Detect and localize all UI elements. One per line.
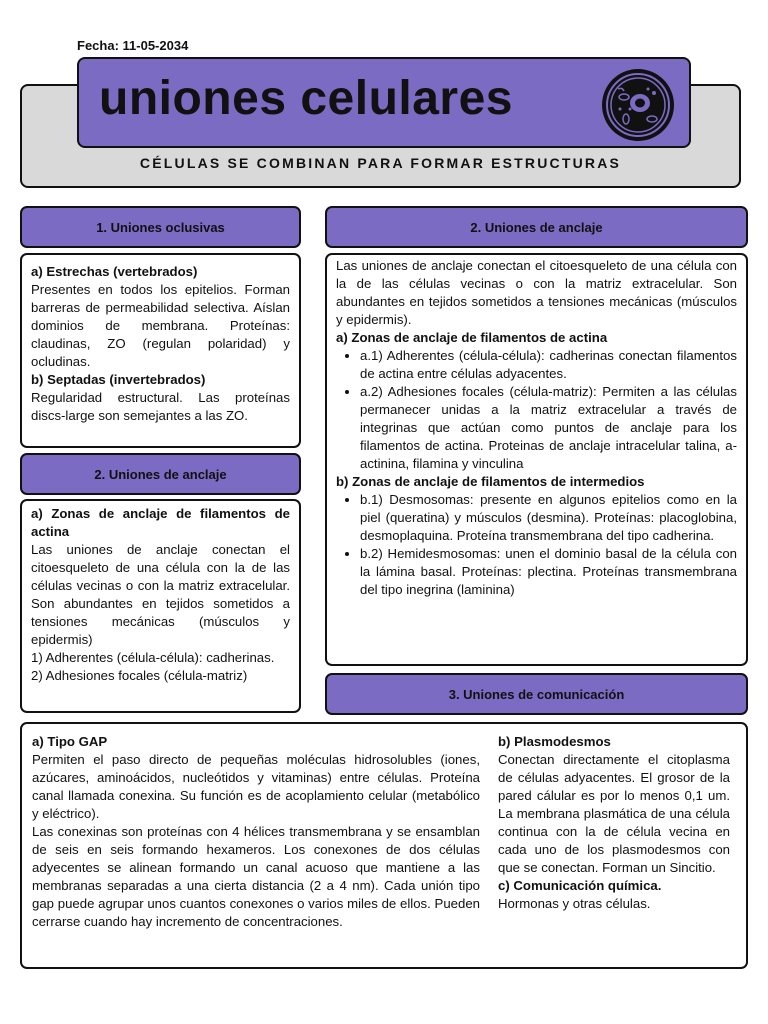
list-item: • b.2) Hemidesmosomas: unen el dominio basal de la célula con la lámina basal. Proteínas: plectina. Proteínas transmembrana del tipo inegrina (laminina) (360, 545, 737, 599)
plasmodesmos-title: b) Plasmodesmos (498, 734, 611, 749)
anclaje-left-item1: 1) Adherentes (célula-célula): cadherinas. (31, 650, 275, 665)
oclusivas-b-title: b) Septadas (invertebrados) (31, 372, 206, 387)
anclaje-left-item2: 2) Adhesiones focales (célula-matriz) (31, 668, 248, 683)
list-item: • a.2) Adhesiones focales (célula-matriz): Permiten a las células permanecer unidas a la matriz extracelular a través de integrinas que actúan como puntos de anclaje para los filamentos de actina. Proteinas de anclaje intracelular talina, a-actinina, filamina y vinculina (360, 383, 737, 473)
oclusivas-box (20, 253, 301, 448)
title-banner (77, 57, 691, 148)
oclusivas-a-title: a) Estrechas (vertebrados) (31, 264, 198, 279)
anclaje-right-box (325, 253, 748, 666)
anclaje-left-header: 2. Uniones de anclaje (20, 453, 301, 495)
anclaje-right-a-title: a) Zonas de anclaje de filamentos de actina (336, 330, 608, 345)
anclaje-right-b-list (336, 491, 737, 599)
comunicacion-header: 3. Uniones de comunicación (325, 673, 748, 715)
gap-paragraph-2: Las conexinas son proteínas con 4 hélices transmembrana y se ensamblan de seis en seis formando hexameros. Los conexones de dos células adyecentes se alinean formando un canal acuoso que mantiene a las membranas separadas a una cierta distancia (2 a 4 nm). Cada unión tipo gap puede agrupar unos cuantos conexones o varios miles de ellos. Pueden cerrarse cuando hay incremento de concentraciones. (32, 824, 480, 929)
anclaje-right-header: 2. Uniones de anclaje (325, 206, 748, 248)
oclusivas-header: 1. Uniones oclusivas (20, 206, 301, 248)
plasmodesmos-text: Conectan directamente el citoplasma de células adyacentes. El grosor de la pared cálular es por lo menos 0,1 um. La membrana plasmática de una célula continua con la de célula vecina en cada uno de los plasmodesmos con que se conectan. Forman un Sincitio. (498, 752, 730, 875)
oclusivas-a-text: Presentes en todos los epitelios. Forman barreras de permeabilidad selectiva. Aíslan dominios de membrana. Proteínas: claudinas, ZO (regulan polaridad) y ocludinas. (31, 282, 290, 369)
comunicacion-box (20, 722, 748, 969)
page-subtitle: CÉLULAS SE COMBINAN PARA FORMAR ESTRUCTURAS (139, 155, 622, 171)
anclaje-right-a-list (336, 347, 737, 473)
date-label: Fecha: 11-05-2034 (77, 38, 189, 53)
quimica-text: Hormonas y otras células. (498, 896, 651, 911)
anclaje-left-box (20, 499, 301, 713)
quimica-title: c) Comunicación química. (498, 878, 662, 893)
gap-column (32, 733, 480, 931)
page-title: uniones celulares (99, 72, 513, 125)
plasmodesmos-column (498, 733, 730, 913)
oclusivas-b-text: Regularidad estructural. Las proteínas discs-large son semejantes a las ZO. (31, 390, 290, 423)
anclaje-right-b-title: b) Zonas de anclaje de filamentos de intermedios (336, 474, 645, 489)
gap-paragraph-1: Permiten el paso directo de pequeñas moléculas hidrosolubles (iones, azúcares, aminoácidos, nucleótidos y vitaminas) entre células. Proteína canal llamada conexina. Su función es de acoplamiento celular (metabólico y eléctrico). (32, 752, 480, 821)
list-item: • b.1) Desmosomas: presente en algunos epitelios como en la piel (queratina) y músculos (desmina). Proteínas: placoglobina, desmoplaquina. Proteína transmembrana del tipo cadherina. (360, 491, 737, 545)
gap-title: a) Tipo GAP (32, 734, 108, 749)
anclaje-left-a-title: a) Zonas de anclaje de filamentos de actina (31, 506, 290, 539)
anclaje-left-a-text: Las uniones de anclaje conectan el citoesqueleto de una célula con la de las células vecinas o con la matriz extracelular. Son abundantes en tejidos sometidos a tensiones mecánicas (músculos y epidermis) (31, 542, 290, 647)
cell-icon (600, 67, 676, 143)
anclaje-right-intro: Las uniones de anclaje conectan el citoesqueleto de una célula con la de las células vecinas o con la matriz extracelular. Son abundantes en tejidos sometidos a tensiones mecánicas (músculos y epidermis). (336, 258, 737, 327)
list-item: • a.1) Adherentes (célula-célula): cadherinas conectan filamentos de actina entre células adyacentes. (360, 347, 737, 383)
